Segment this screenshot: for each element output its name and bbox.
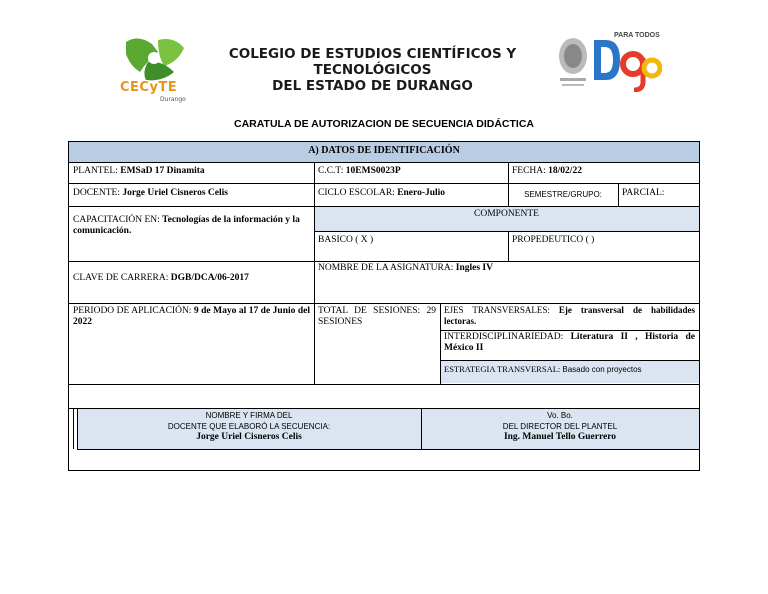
estrategia-field: ESTRATEGIA TRANSVERSAL: Basado con proyectos [444,364,642,374]
firma-director-line-1: Vo. Bo. [547,411,573,420]
document-subtitle: CARATULA DE AUTORIZACION DE SECUENCIA DIDÁCTICA [233,118,535,130]
cecyte-logo [118,32,190,104]
asignatura-field: NOMBRE DE LA ASIGNATURA: Ingles IV [318,263,493,273]
firma-docente [77,409,421,449]
fecha-value: 18/02/22 [548,166,582,176]
componente-header: COMPONENTE [474,209,539,219]
estrategia-value: Basado con proyectos [562,365,642,374]
plantel-field: PLANTEL: EMSaD 17 Dinamita [73,166,205,176]
firma-director-line-2: DEL DIRECTOR DEL PLANTEL [502,422,618,431]
periodo-value: 9 de Mayo al 17 de Junio del 2022 [73,306,310,327]
semestre-field: SEMESTRE/GRUPO: [524,190,602,199]
section-title: A) DATOS DE IDENTIFICACIÓN [69,142,699,162]
clave-field: CLAVE DE CARRERA: DGB/DCA/06-2017 [73,273,249,283]
docente-field: DOCENTE: Jorge Uriel Cisneros Celis [73,188,228,198]
cecyte-text: CECyTE [120,80,178,95]
ejes-value: Eje transversal de habilidades lectoras. [444,305,695,326]
capacitacion-value: Tecnologías de la información y la comunicación. [73,215,300,236]
firma-docente-name: Jorge Uriel Cisneros Celis [196,432,302,442]
parcial-field: PARCIAL: [622,188,665,198]
coat-of-arms-icon [556,34,590,92]
interdisciplinariedad-value: Literatura II , Historia de México II [444,332,695,353]
cecyte-subtext: Durango [160,96,186,103]
asignatura-value: Ingles IV [455,263,493,273]
dgo-letters-icon [592,36,662,92]
sesiones-field: TOTAL DE SESIONES: 29 SESIONES [318,306,436,327]
identification-form [68,141,700,471]
firma-docente-line-2: DOCENTE QUE ELABORÓ LA SECUENCIA: [167,422,331,431]
dgo-tagline: PARA TODOS [614,32,660,39]
cct-value: 10EMS0023P [345,166,401,176]
ciclo-field: CICLO ESCOLAR: Enero-Julio [318,188,446,198]
periodo-field: PERIODO DE APLICACIÓN: 9 de Mayo al 17 de Junio del 2022 [73,306,310,327]
docente-value: Jorge Uriel Cisneros Celis [122,188,228,198]
firma-director [421,409,699,449]
dgo-logo [592,30,662,92]
title-line-2: DEL ESTADO DE DURANGO [272,78,473,94]
durango-seal [556,34,590,92]
ejes-field: EJES TRANSVERSALES: Eje transversal de habilidades lectoras. [444,305,695,326]
clave-value: DGB/DCA/06-2017 [170,273,249,283]
plantel-value: EMSaD 17 Dinamita [120,166,205,176]
ciclo-value: Enero-Julio [397,188,446,198]
firma-docente-line-1: NOMBRE Y FIRMA DEL [205,411,293,420]
interdisciplinariedad-field: INTERDISCIPLINARIEDAD: Literatura II , Historia de México II [444,332,695,353]
capacitacion-field: CAPACITACIÓN EN: Tecnologías de la información y la comunicación. [73,215,300,236]
title-line-1: COLEGIO DE ESTUDIOS CIENTÍFICOS Y TECNOLÓGICOS [228,46,517,78]
institution-title [190,46,555,94]
firma-director-name: Ing. Manuel Tello Guerrero [503,432,617,442]
propedeutico-field: PROPEDEUTICO ( ) [512,235,595,245]
cct-field: C.C.T: 10EMS0023P [318,166,401,176]
basico-field: BASICO ( X ) [318,235,374,245]
fecha-field: FECHA: 18/02/22 [512,166,582,176]
